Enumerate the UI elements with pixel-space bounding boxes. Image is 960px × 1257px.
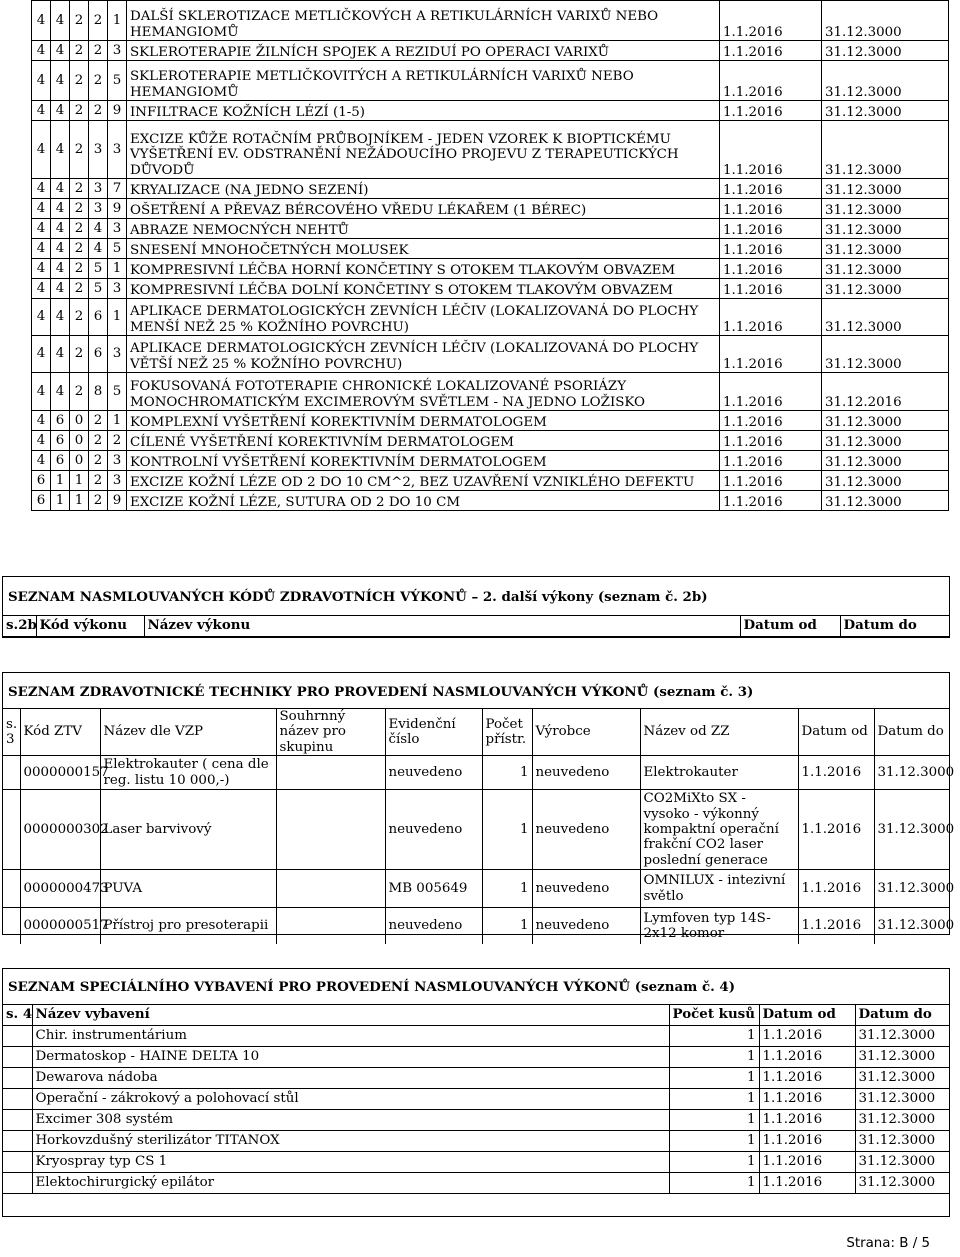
equipment-row-index [3, 1110, 32, 1131]
evidence-number: MB 005649 [385, 870, 482, 908]
date-from: 1.1.2016 [798, 870, 874, 908]
procedure-code-digit: 1 [70, 491, 89, 511]
equipment-row [3, 1089, 949, 1110]
procedure-code-digit: 2 [70, 299, 89, 336]
list3-header: Evidenční číslo [385, 709, 482, 756]
ztv-code: 0000000517 [20, 908, 100, 944]
procedure-code-digit: 0 [70, 431, 89, 451]
date-from: 1.1.2016 [759, 1152, 855, 1173]
procedure-code-digit: 2 [89, 491, 108, 511]
procedure-code-digit: 2 [89, 471, 108, 491]
procedure-name: EXCIZE KOŽNÍ LÉZE, SUTURA OD 2 DO 10 CM [127, 491, 720, 511]
procedure-date-from: 1.1.2016 [720, 239, 822, 259]
procedure-name: KOMPRESIVNÍ LÉČBA HORNÍ KONČETINY S OTOKEM TLAKOVÝM OBVAZEM [127, 259, 720, 279]
procedure-code-digit: 9 [108, 199, 127, 219]
procedure-code-digit: 2 [70, 239, 89, 259]
list3-title: SEZNAM ZDRAVOTNICKÉ TECHNIKY PRO PROVEDENÍ NASMLOUVANÝCH VÝKONŮ (seznam č. 3) [8, 684, 754, 700]
procedure-code-digit: 4 [51, 373, 70, 411]
procedure-date-from: 1.1.2016 [720, 121, 822, 179]
procedure-code-digit: 5 [108, 239, 127, 259]
procedure-code-digit: 4 [32, 121, 51, 179]
procedure-code-digit: 4 [32, 259, 51, 279]
device-count: 1 [482, 756, 532, 790]
equipment-count: 1 [669, 1152, 759, 1173]
date-to: 31.12.3000 [874, 756, 949, 790]
procedure-code-digit: 4 [51, 1, 70, 41]
ztv-code: 0000000157 [20, 756, 100, 790]
list2-header: Datum do [840, 616, 949, 637]
procedure-code-digit: 2 [89, 61, 108, 101]
procedure-code-digit: 2 [70, 279, 89, 299]
procedure-name: DALŠÍ SKLEROTIZACE METLIČKOVÝCH A RETIKULÁRNÍCH VARIXŮ NEBO HEMANGIOMŮ [127, 1, 720, 41]
group-name [276, 870, 385, 908]
procedure-row [32, 259, 949, 279]
list2-table [3, 615, 949, 637]
device-count: 1 [482, 790, 532, 870]
date-from: 1.1.2016 [798, 908, 874, 944]
procedure-code-digit: 2 [70, 219, 89, 239]
list3-header: Název od ZZ [640, 709, 798, 756]
procedure-code-digit: 3 [108, 41, 127, 61]
procedure-name: EXCIZE KŮŽE ROTAČNÍM PRŮBOJNÍKEM - JEDEN VZOREK K BIOPTICKÉMU VYŠETŘENÍ EV. ODSTRANĚNÍ NEŽÁDOUCÍHO PROJEVU Z TERAPEUTICKÝCH DŮVODŮ [127, 121, 720, 179]
procedure-date-from: 1.1.2016 [720, 336, 822, 373]
list4-header: Počet kusů [669, 1005, 759, 1026]
procedure-date-to: 31.12.3000 [822, 239, 949, 259]
procedure-code-digit: 4 [51, 101, 70, 121]
equipment-row [3, 1026, 949, 1047]
equipment-name: Dermatoskop - HAINE DELTA 10 [32, 1047, 669, 1068]
procedure-code-digit: 5 [89, 279, 108, 299]
procedure-name: KOMPRESIVNÍ LÉČBA DOLNÍ KONČETINY S OTOKEM TLAKOVÝM OBVAZEM [127, 279, 720, 299]
procedure-date-to: 31.12.3000 [822, 299, 949, 336]
procedure-code-digit: 2 [70, 61, 89, 101]
procedure-date-from: 1.1.2016 [720, 41, 822, 61]
procedures-table [31, 0, 949, 511]
equipment-count: 1 [669, 1173, 759, 1194]
procedure-row [32, 179, 949, 199]
date-from: 1.1.2016 [759, 1131, 855, 1152]
procedure-date-from: 1.1.2016 [720, 471, 822, 491]
procedure-date-from: 1.1.2016 [720, 199, 822, 219]
equipment-count: 1 [669, 1089, 759, 1110]
procedure-date-from: 1.1.2016 [720, 491, 822, 511]
equipment-row [3, 1173, 949, 1194]
list2-header-row [3, 616, 949, 637]
procedure-row [32, 411, 949, 431]
date-from: 1.1.2016 [759, 1110, 855, 1131]
procedure-code-digit: 5 [108, 373, 127, 411]
procedure-code-digit: 2 [89, 431, 108, 451]
list3-table [3, 708, 955, 944]
date-to: 31.12.3000 [874, 870, 949, 908]
list2-header: s.2b [3, 616, 36, 637]
equipment-name: Horkovzdušný sterilizátor TITANOX [32, 1131, 669, 1152]
date-from: 1.1.2016 [759, 1026, 855, 1047]
procedure-code-digit: 2 [70, 336, 89, 373]
equipment-count: 1 [669, 1047, 759, 1068]
procedure-code-digit: 3 [108, 121, 127, 179]
procedure-row [32, 239, 949, 259]
list4-header: Název vybavení [32, 1005, 669, 1026]
date-to: 31.12.3000 [855, 1131, 949, 1152]
list4-table [3, 1004, 949, 1194]
group-name [276, 908, 385, 944]
procedure-code-digit: 1 [70, 471, 89, 491]
procedure-name: KONTROLNÍ VYŠETŘENÍ KOREKTIVNÍM DERMATOLOGEM [127, 451, 720, 471]
procedure-code-digit: 4 [32, 239, 51, 259]
procedure-row [32, 491, 949, 511]
procedure-row [32, 199, 949, 219]
procedure-code-digit: 4 [51, 259, 70, 279]
date-to: 31.12.3000 [855, 1047, 949, 1068]
procedure-date-to: 31.12.3000 [822, 1, 949, 41]
manufacturer: neuvedeno [532, 870, 640, 908]
date-to: 31.12.3000 [874, 790, 949, 870]
equipment-name: Excimer 308 systém [32, 1110, 669, 1131]
date-from: 1.1.2016 [798, 790, 874, 870]
procedure-date-to: 31.12.3000 [822, 179, 949, 199]
procedure-date-from: 1.1.2016 [720, 259, 822, 279]
date-to: 31.12.3000 [855, 1089, 949, 1110]
manufacturer: neuvedeno [532, 908, 640, 944]
procedure-code-digit: 3 [108, 451, 127, 471]
zz-name: OMNILUX - intezivní světlo [640, 870, 798, 908]
procedure-code-digit: 6 [89, 336, 108, 373]
procedure-date-to: 31.12.2016 [822, 373, 949, 411]
procedure-code-digit: 5 [89, 259, 108, 279]
list3-header: Počet přístr. [482, 709, 532, 756]
procedure-row [32, 61, 949, 101]
procedure-code-digit: 4 [32, 373, 51, 411]
procedure-name: OŠETŘENÍ A PŘEVAZ BÉRCOVÉHO VŘEDU LÉKAŘEM (1 BÉREC) [127, 199, 720, 219]
equipment-row-index [3, 1026, 32, 1047]
procedure-code-digit: 4 [32, 1, 51, 41]
procedure-name: SKLEROTERAPIE METLIČKOVITÝCH A RETIKULÁRNÍCH VARIXŮ NEBO HEMANGIOMŮ [127, 61, 720, 101]
procedure-date-to: 31.12.3000 [822, 336, 949, 373]
procedure-row [32, 1, 949, 41]
procedure-code-digit: 6 [32, 471, 51, 491]
list2-header: Datum od [740, 616, 840, 637]
procedure-code-digit: 4 [89, 239, 108, 259]
procedure-code-digit: 6 [51, 411, 70, 431]
procedure-date-from: 1.1.2016 [720, 179, 822, 199]
procedure-code-digit: 4 [32, 451, 51, 471]
equipment-row-index [3, 1173, 32, 1194]
procedure-row [32, 336, 949, 373]
procedure-code-digit: 6 [32, 491, 51, 511]
procedure-code-digit: 4 [32, 219, 51, 239]
procedure-code-digit: 3 [89, 199, 108, 219]
evidence-number: neuvedeno [385, 756, 482, 790]
ztv-code: 0000000473 [20, 870, 100, 908]
procedure-date-to: 31.12.3000 [822, 121, 949, 179]
procedure-code-digit: 2 [70, 1, 89, 41]
procedure-code-digit: 2 [108, 431, 127, 451]
procedure-code-digit: 4 [32, 199, 51, 219]
vzp-name: Elektrokauter ( cena dle reg. listu 10 000,-) [100, 756, 276, 790]
procedure-code-digit: 2 [70, 373, 89, 411]
procedure-date-from: 1.1.2016 [720, 61, 822, 101]
list3-header-row [3, 709, 949, 756]
procedure-code-digit: 4 [32, 41, 51, 61]
technique-row-index [3, 908, 20, 944]
procedure-code-digit: 4 [89, 219, 108, 239]
procedure-code-digit: 2 [89, 451, 108, 471]
procedure-row [32, 121, 949, 179]
procedure-code-digit: 0 [70, 451, 89, 471]
list4-title: SEZNAM SPECIÁLNÍHO VYBAVENÍ PRO PROVEDENÍ NASMLOUVANÝCH VÝKONŮ (seznam č. 4) [8, 979, 736, 995]
procedure-code-digit: 4 [51, 239, 70, 259]
equipment-count: 1 [669, 1131, 759, 1152]
device-count: 1 [482, 870, 532, 908]
procedure-code-digit: 4 [51, 279, 70, 299]
procedure-name: SKLEROTERAPIE ŽILNÍCH SPOJEK A REZIDUÍ PO OPERACI VARIXŮ [127, 41, 720, 61]
equipment-row [3, 1110, 949, 1131]
procedure-code-digit: 2 [70, 101, 89, 121]
technique-row [3, 790, 949, 870]
list3-header: Souhrnný název pro skupinu [276, 709, 385, 756]
equipment-row [3, 1047, 949, 1068]
procedure-code-digit: 7 [108, 179, 127, 199]
procedure-date-from: 1.1.2016 [720, 279, 822, 299]
date-from: 1.1.2016 [759, 1173, 855, 1194]
procedure-code-digit: 3 [108, 471, 127, 491]
equipment-name: Chir. instrumentárium [32, 1026, 669, 1047]
procedure-code-digit: 9 [108, 491, 127, 511]
procedure-date-from: 1.1.2016 [720, 411, 822, 431]
date-from: 1.1.2016 [759, 1089, 855, 1110]
list3-box [2, 672, 955, 941]
manufacturer: neuvedeno [532, 790, 640, 870]
procedure-date-from: 1.1.2016 [720, 373, 822, 411]
vzp-name: Přístroj pro presoterapii [100, 908, 276, 944]
procedure-name: SNESENÍ MNOHOČETNÝCH MOLUSEK [127, 239, 720, 259]
procedure-row [32, 279, 949, 299]
equipment-row-index [3, 1089, 32, 1110]
procedure-code-digit: 3 [108, 336, 127, 373]
procedure-date-to: 31.12.3000 [822, 219, 949, 239]
technique-row [3, 908, 949, 944]
procedure-name: APLIKACE DERMATOLOGICKÝCH ZEVNÍCH LÉČIV (LOKALIZOVANÁ DO PLOCHY VĚTŠÍ NEŽ 25 % KOŽNÍHO POVRCHU) [127, 336, 720, 373]
procedure-name: ABRAZE NEMOCNÝCH NEHTŮ [127, 219, 720, 239]
procedure-code-digit: 8 [89, 373, 108, 411]
procedure-name: KRYALIZACE (NA JEDNO SEZENÍ) [127, 179, 720, 199]
procedure-date-to: 31.12.3000 [822, 259, 949, 279]
device-count: 1 [482, 908, 532, 944]
procedure-code-digit: 1 [51, 471, 70, 491]
procedure-date-to: 31.12.3000 [822, 411, 949, 431]
procedure-row [32, 219, 949, 239]
date-to: 31.12.3000 [855, 1026, 949, 1047]
procedure-code-digit: 3 [108, 219, 127, 239]
procedure-code-digit: 6 [51, 451, 70, 471]
list2-header: Název výkonu [144, 616, 740, 637]
vzp-name: Laser barvivový [100, 790, 276, 870]
equipment-count: 1 [669, 1110, 759, 1131]
group-name [276, 756, 385, 790]
list2-header: Kód výkonu [36, 616, 144, 637]
date-from: 1.1.2016 [759, 1047, 855, 1068]
procedure-code-digit: 6 [89, 299, 108, 336]
list3-header: Kód ZTV [20, 709, 100, 756]
procedure-row [32, 373, 949, 411]
procedure-code-digit: 4 [51, 61, 70, 101]
zz-name: Lymfoven typ 14S-2x12 komor [640, 908, 798, 944]
procedure-code-digit: 4 [32, 179, 51, 199]
procedure-name: CÍLENÉ VYŠETŘENÍ KOREKTIVNÍM DERMATOLOGEM [127, 431, 720, 451]
technique-row-index [3, 870, 20, 908]
procedure-row [32, 299, 949, 336]
procedure-date-from: 1.1.2016 [720, 451, 822, 471]
evidence-number: neuvedeno [385, 908, 482, 944]
procedure-code-digit: 2 [70, 259, 89, 279]
procedure-code-digit: 3 [89, 121, 108, 179]
list2-box [2, 576, 950, 638]
date-to: 31.12.3000 [855, 1152, 949, 1173]
list3-header: Název dle VZP [100, 709, 276, 756]
procedure-date-from: 1.1.2016 [720, 1, 822, 41]
procedure-date-to: 31.12.3000 [822, 61, 949, 101]
procedure-code-digit: 2 [89, 41, 108, 61]
procedure-code-digit: 4 [32, 431, 51, 451]
procedure-date-from: 1.1.2016 [720, 219, 822, 239]
equipment-name: Operační - zákrokový a polohovací stůl [32, 1089, 669, 1110]
procedure-code-digit: 4 [51, 219, 70, 239]
procedure-code-digit: 2 [89, 1, 108, 41]
procedure-code-digit: 1 [108, 259, 127, 279]
procedure-name: INFILTRACE KOŽNÍCH LÉZÍ (1-5) [127, 101, 720, 121]
equipment-row-index [3, 1131, 32, 1152]
procedure-code-digit: 4 [32, 279, 51, 299]
procedure-code-digit: 4 [32, 411, 51, 431]
date-to: 31.12.3000 [855, 1110, 949, 1131]
technique-row [3, 756, 949, 790]
procedure-code-digit: 4 [51, 299, 70, 336]
evidence-number: neuvedeno [385, 790, 482, 870]
procedure-code-digit: 4 [32, 336, 51, 373]
technique-row-index [3, 756, 20, 790]
procedure-code-digit: 3 [108, 279, 127, 299]
procedure-date-to: 31.12.3000 [822, 199, 949, 219]
procedure-name: KOMPLEXNÍ VYŠETŘENÍ KOREKTIVNÍM DERMATOLOGEM [127, 411, 720, 431]
zz-name: CO2MiXto SX - vysoko - výkonný kompaktní operační frakční CO2 laser poslední generace [640, 790, 798, 870]
date-to: 31.12.3000 [874, 908, 949, 944]
procedure-code-digit: 2 [89, 101, 108, 121]
date-to: 31.12.3000 [855, 1068, 949, 1089]
procedure-code-digit: 2 [70, 121, 89, 179]
date-to: 31.12.3000 [855, 1173, 949, 1194]
procedure-name: EXCIZE KOŽNÍ LÉZE OD 2 DO 10 CM^2, BEZ UZAVŘENÍ VZNIKLÉHO DEFEKTU [127, 471, 720, 491]
equipment-row-index [3, 1152, 32, 1173]
procedure-code-digit: 4 [51, 336, 70, 373]
equipment-row-index [3, 1047, 32, 1068]
procedure-row [32, 41, 949, 61]
list4-header-row [3, 1005, 949, 1026]
procedure-code-digit: 1 [108, 299, 127, 336]
equipment-row-index [3, 1068, 32, 1089]
equipment-row [3, 1068, 949, 1089]
list4-header: Datum od [759, 1005, 855, 1026]
list2-title: SEZNAM NASMLOUVANÝCH KÓDŮ ZDRAVOTNÍCH VÝKONŮ – 2. další výkony (seznam č. 2b) [8, 589, 708, 605]
procedure-code-digit: 1 [108, 411, 127, 431]
procedure-date-to: 31.12.3000 [822, 491, 949, 511]
technique-row-index [3, 790, 20, 870]
procedure-date-to: 31.12.3000 [822, 279, 949, 299]
procedure-date-to: 31.12.3000 [822, 431, 949, 451]
procedure-code-digit: 4 [51, 121, 70, 179]
procedure-code-digit: 0 [70, 411, 89, 431]
procedure-code-digit: 2 [70, 41, 89, 61]
procedure-code-digit: 1 [108, 1, 127, 41]
procedure-date-from: 1.1.2016 [720, 101, 822, 121]
procedure-date-to: 31.12.3000 [822, 101, 949, 121]
procedure-date-from: 1.1.2016 [720, 431, 822, 451]
procedure-code-digit: 4 [51, 179, 70, 199]
procedure-row [32, 471, 949, 491]
procedure-code-digit: 4 [51, 41, 70, 61]
page-footer: Strana: B / 5 [846, 1236, 930, 1251]
vzp-name: PUVA [100, 870, 276, 908]
procedure-date-to: 31.12.3000 [822, 41, 949, 61]
procedure-row [32, 451, 949, 471]
equipment-row [3, 1152, 949, 1173]
equipment-count: 1 [669, 1026, 759, 1047]
procedure-code-digit: 4 [32, 61, 51, 101]
procedure-row [32, 101, 949, 121]
procedure-code-digit: 6 [51, 431, 70, 451]
list3-header: Datum do [874, 709, 949, 756]
technique-row [3, 870, 949, 908]
procedure-code-digit: 5 [108, 61, 127, 101]
list3-header: s. 3 [3, 709, 20, 756]
equipment-name: Elektochirurgický epilátor [32, 1173, 669, 1194]
date-from: 1.1.2016 [798, 756, 874, 790]
procedure-name: APLIKACE DERMATOLOGICKÝCH ZEVNÍCH LÉČIV (LOKALIZOVANÁ DO PLOCHY MENŠÍ NEŽ 25 % KOŽNÍHO POVRCHU) [127, 299, 720, 336]
procedure-code-digit: 3 [89, 179, 108, 199]
procedure-date-to: 31.12.3000 [822, 471, 949, 491]
procedure-date-from: 1.1.2016 [720, 299, 822, 336]
date-from: 1.1.2016 [759, 1068, 855, 1089]
procedure-code-digit: 9 [108, 101, 127, 121]
list4-box [2, 968, 950, 1217]
procedure-code-digit: 2 [89, 411, 108, 431]
equipment-name: Kryospray typ CS 1 [32, 1152, 669, 1173]
procedure-code-digit: 4 [32, 101, 51, 121]
equipment-count: 1 [669, 1068, 759, 1089]
procedure-code-digit: 2 [70, 199, 89, 219]
procedure-code-digit: 4 [32, 299, 51, 336]
list4-header: s. 4 [3, 1005, 32, 1026]
list3-header: Výrobce [532, 709, 640, 756]
zz-name: Elektrokauter [640, 756, 798, 790]
procedure-name: FOKUSOVANÁ FOTOTERAPIE CHRONICKÉ LOKALIZOVANÉ PSORIÁZY MONOCHROMATICKÝM EXCIMEROVÝM SVĚTLEM - NA JEDNO LOŽISKO [127, 373, 720, 411]
list3-header: Datum od [798, 709, 874, 756]
list4-header: Datum do [855, 1005, 949, 1026]
procedure-code-digit: 2 [70, 179, 89, 199]
manufacturer: neuvedeno [532, 756, 640, 790]
procedure-code-digit: 4 [51, 199, 70, 219]
group-name [276, 790, 385, 870]
equipment-row [3, 1131, 949, 1152]
equipment-name: Dewarova nádoba [32, 1068, 669, 1089]
procedure-date-to: 31.12.3000 [822, 451, 949, 471]
procedure-row [32, 431, 949, 451]
procedure-code-digit: 1 [51, 491, 70, 511]
ztv-code: 0000000302 [20, 790, 100, 870]
